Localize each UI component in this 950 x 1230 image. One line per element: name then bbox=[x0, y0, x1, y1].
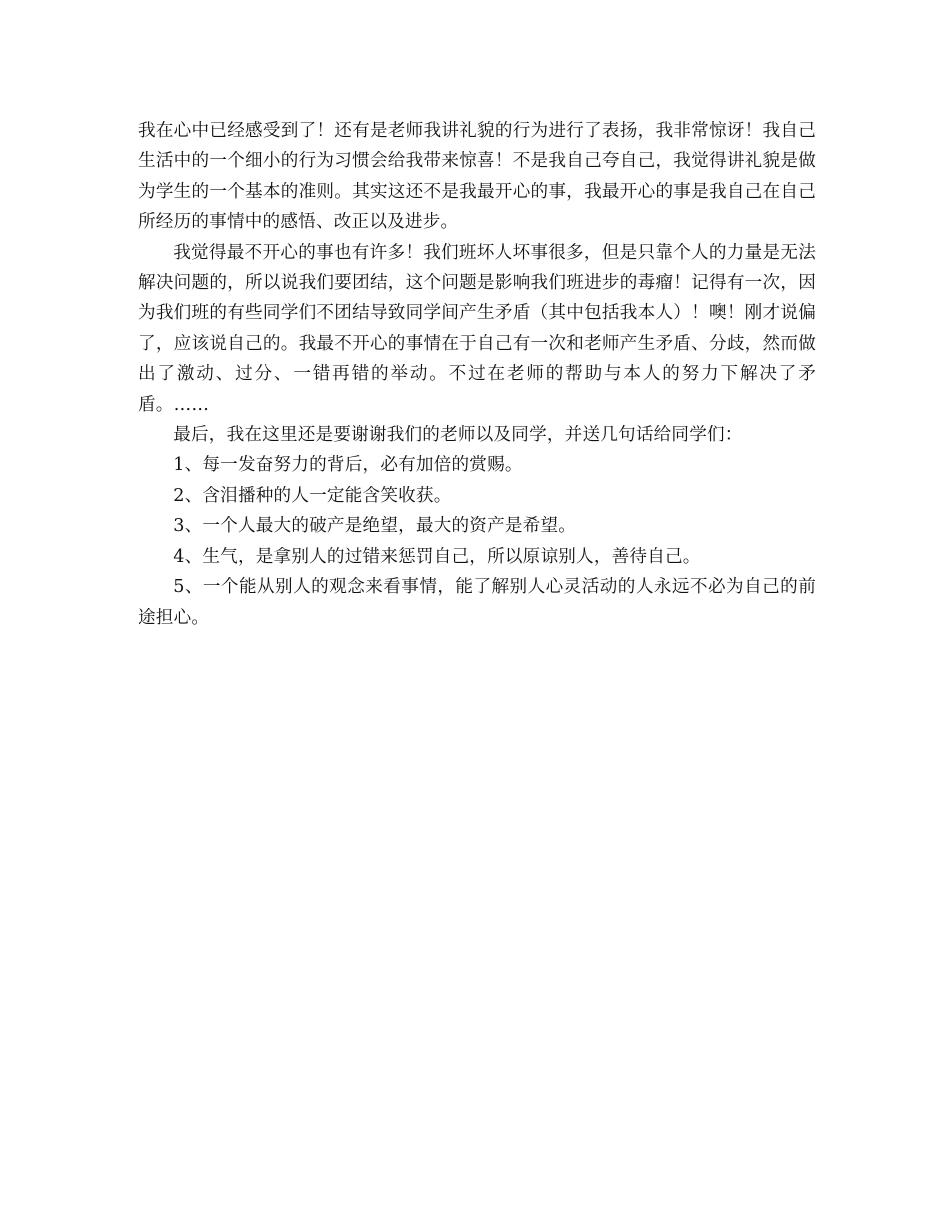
list-item-3: 3、一个人最大的破产是绝望，最大的资产是希望。 bbox=[173, 516, 577, 537]
paragraph-1: 我在心中已经感受到了！还有是老师我讲礼貌的行为进行了表扬，我非常惊讶！我自己生活中的一个细小的行为习惯会给我带来惊喜！不是我自己夸自己，我觉得讲礼貌是做为学生的一个基本的准则。其实这还不是我最开心的事，我最开心的事是我自己在自己所经历的事情中的感悟、改正以及进步。 bbox=[138, 121, 816, 233]
list-item-2: 2、含泪播种的人一定能含笑收获。 bbox=[173, 485, 452, 506]
list-item-4: 4、生气，是拿别人的过错来惩罚自己，所以原谅别人，善待自己。 bbox=[173, 546, 701, 567]
list-item-1: 1、每一发奋努力的背后，必有加倍的赏赐。 bbox=[173, 455, 523, 476]
paragraph-2: 我觉得最不开心的事也有许多！我们班坏人坏事很多，但是只靠个人的力量是无法解决问题的，所以说我们要团结，这个问题是影响我们班进步的毒瘤！记得有一次，因为我们班的有些同学们不团结导致同学间产生矛盾（其中包括我本人）！噢！刚才说偏了，应该说自己的。我最不开心的事情在于自己有一次和老师产生矛盾、分歧，然而做出了激动、过分、一错再错的举动。不过在老师的帮助与本人的努力下解决了矛盾。…… bbox=[138, 242, 816, 415]
document-body bbox=[138, 116, 816, 633]
list-item-5: 5、一个能从别人的观念来看事情，能了解别人心灵活动的人永远不必为自己的前途担心。 bbox=[138, 577, 816, 628]
paragraph-3: 最后，我在这里还是要谢谢我们的老师以及同学，并送几句话给同学们： bbox=[173, 425, 743, 446]
